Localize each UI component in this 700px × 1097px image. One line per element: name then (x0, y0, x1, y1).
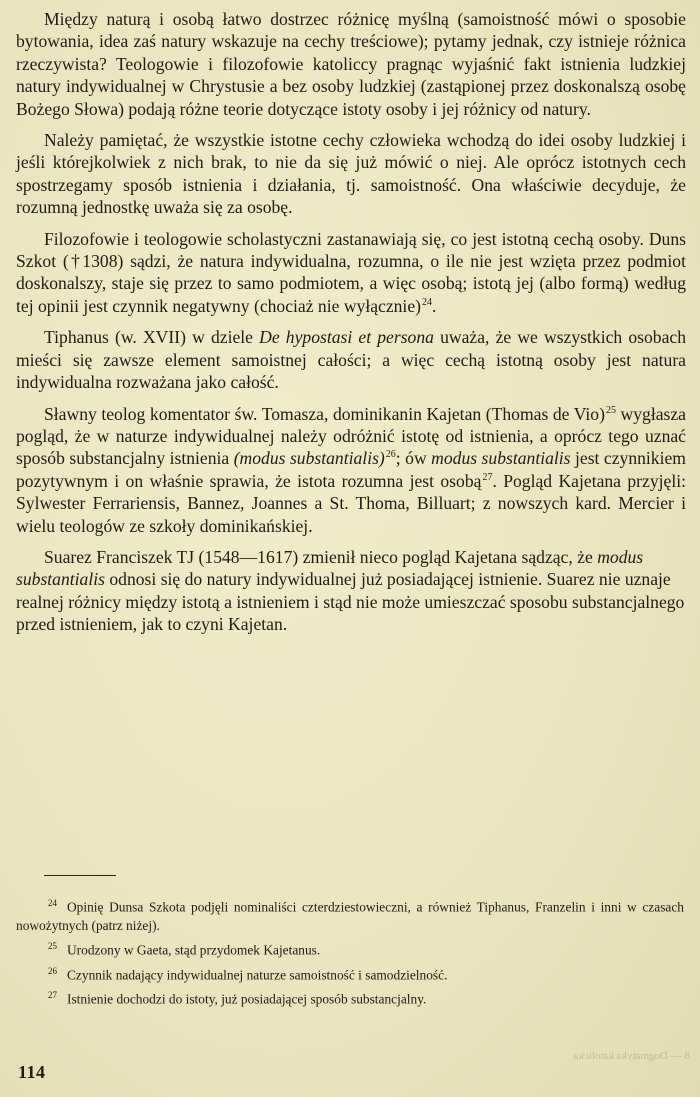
paragraph (16, 8, 686, 120)
footnote-text: Czynnik nadający indywidualnej naturze samoistność i samodzielność. (67, 967, 448, 983)
footnote-text: Istnienie dochodzi do istoty, już posiadającej sposób substancjalny. (67, 991, 427, 1007)
footnote-separator (44, 875, 116, 876)
footnote (16, 937, 684, 959)
text-run: Należy pamiętać, że wszystkie istotne cechy człowieka wchodzą do idei osoby ludzkiej i jeśli którejkolwiek z nich brak, to nie da się już mówić o niej. Ale oprócz istotnych cech spostrzegamy sposób istnienia i działania, tj. samoistność. Ona właściwie decyduje, że rozumną jednostkę uważa się za osobę. (16, 130, 686, 218)
footnote-number: 24 (48, 898, 57, 908)
bleed-through-text: 8 — Dogmatyka katolicka (573, 1050, 690, 1062)
main-text (16, 8, 686, 636)
footnote-text: Urodzony w Gaeta, stąd przydomek Kajetanus. (67, 942, 321, 958)
italic-run: De hypostasi et persona (259, 327, 434, 348)
footnote (16, 986, 684, 1008)
footnote-number: 27 (48, 990, 57, 1001)
text-run: Filozofowie i teologowie scholastyczni zastanawiają się, co jest istotną cechą osoby. Duns Szkot (†1308) sądzi, że natura indywidualna, rozumna, o ile nie jest wzięta przez podmiot doskonalszy, staje się przez to samo podmiotem, a więc osobą; istotą jej (albo formą) według tej opinii jest czynnik negatywny (chociaż nie wyłącznie) (16, 228, 686, 316)
text-run: . (432, 295, 437, 316)
text-run: Sławny teolog komentator św. Tomasza, dominikanin Kajetan (Thomas de Vio) (44, 403, 605, 424)
italic-run: modus substantialis (431, 448, 571, 469)
text-run: Suarez Franciszek TJ (1548—1617) zmienił nieco pogląd Kajetana sądząc, że (44, 546, 598, 567)
footnote-ref: 26 (385, 449, 396, 461)
footnote-ref: 27 (482, 471, 493, 483)
footnote (16, 962, 684, 984)
footnotes (16, 894, 684, 1011)
footnote-text: Opinię Dunsa Szkota podjęli nominaliści czterdziestowieczni, a również Tiphanus, Franzelin i inni w czasach nowożytnych (patrz niżej). (16, 899, 684, 934)
footnote-number: 25 (48, 941, 57, 952)
italic-run: (modus substantialis) (233, 448, 385, 469)
paragraph (16, 326, 686, 393)
paragraph (16, 228, 686, 318)
paragraph (16, 546, 686, 636)
text-run: Tiphanus (w. XVII) w dziele (44, 327, 260, 348)
text-run: odnosi się do natury indywidualnej już posiadającej istnienie. Suarez nie uznaje realnej różnicy między istotą a istnieniem i stąd nie może umieszczać sposobu substancjalnego przed istnieniem, jak to czyni Kajetan. (16, 569, 685, 635)
text-run: . Pogląd Kajetana przyjęli: Sylwester Ferrariensis, Bannez, Joannes a St. Thoma, Billuart; z nowszych kard. Mercier i wielu teologów ze szkoły dominikańskiej. (16, 470, 686, 536)
page-number: 114 (18, 1062, 46, 1082)
footnote-ref: 24 (422, 297, 432, 309)
text-run: wygłasza pogląd, że w naturze indywidualnej należy odróżnić istotę od istnienia, a oprócz tego uznać sposób substancjalny istnienia (16, 403, 686, 469)
footnote-number: 26 (48, 965, 57, 976)
paragraph (16, 129, 686, 219)
paragraph (16, 403, 686, 537)
text-run: uważa, że we wszystkich osobach mieści się zawsze element samoistnej całości; a więc cechą istotną osoby jest natura indywidualna rozważana jako całość. (16, 327, 686, 393)
footnote (16, 894, 684, 935)
text-run: jest czynnikiem pozytywnym i on właśnie sprawia, że istota rozumna jest osobą (16, 448, 686, 491)
italic-run: modus substantialis (16, 546, 644, 590)
text-run: ; ów (395, 448, 432, 469)
footnote-ref: 25 (605, 404, 616, 416)
text-run: Między naturą i osobą łatwo dostrzec różnicę myślną (samoistność mówi o sposobie bytowania, idea zaś natury wskazuje na cechy treściowe); pytamy jednak, czy istnieje różnica rzeczywista? Teologowie i filozofowie katoliccy pragnąc wyjaśnić fakt istnienia ludzkiej natury indywidualnej w Chrystusie a bez osoby ludzkiej (zastąpionej przez doskonalszą osobę Bożego Słowa) podają różne teorie dotyczące istoty osoby i jej różnicy od natury. (16, 9, 686, 119)
